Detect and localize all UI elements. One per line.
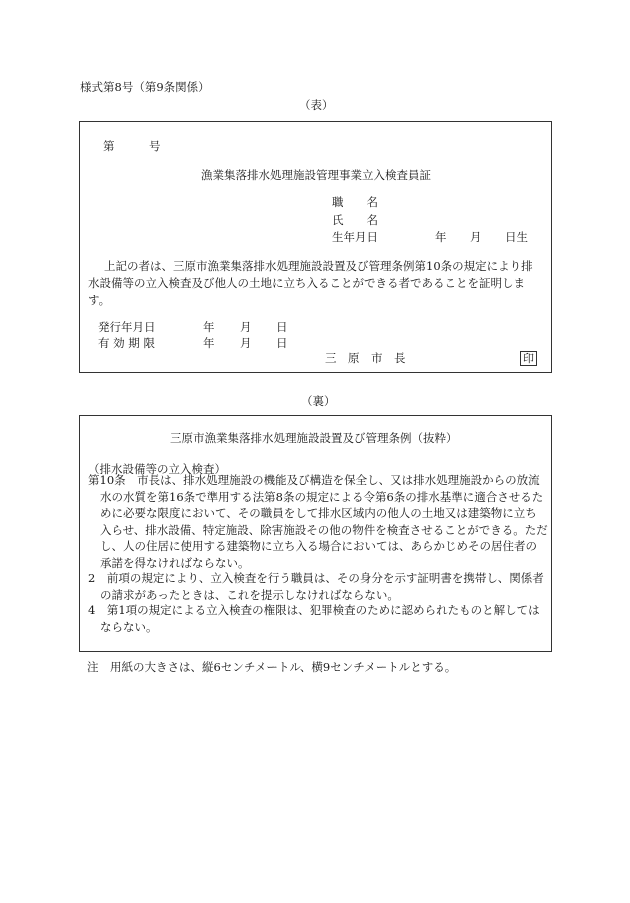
birth-month: 月 <box>470 230 482 244</box>
birth-day: 日生 <box>505 230 528 244</box>
back-side-label: （裏） <box>301 394 336 408</box>
name-label: 氏 名 <box>332 213 378 227</box>
front-card <box>79 121 552 373</box>
issue-month: 月 <box>240 320 252 334</box>
paragraph-4-text: 4 第1項の規定による立入検査の権限は、犯罪検査のために認められたものと解してはならない。 <box>88 603 540 634</box>
issue-date-label: 発行年月日 <box>98 320 156 334</box>
front-side-label: （表） <box>299 98 334 112</box>
issue-day: 日 <box>276 320 288 334</box>
seal-text: 印 <box>520 351 537 366</box>
issuer: 三 原 市 長 <box>325 351 406 365</box>
validity-year: 年 <box>203 336 215 350</box>
issue-year: 年 <box>203 320 215 334</box>
position-label: 職 名 <box>332 195 378 209</box>
birth-date-label: 生年月日 <box>332 230 378 244</box>
back-title: 三原市漁業集落排水処理施設設置及び管理条例（抜粋） <box>170 431 458 445</box>
certification-line-3: す。 <box>88 293 111 307</box>
validity-label: 有 効 期 限 <box>98 336 155 350</box>
article-10-text: 第10条 市長は、排水処理施設の機能及び構造を保全し、又は排水処理施設からの放流水の水質を第16条で準用する法第8条の規定による令第6条の排水基準に適合させるために必要な限度において、その職員をして排水区域内の他人の土地又は建築物に立ち入らせ、排水設備、特定施設、除害施設その他の物件を検査させることができる。ただし、人の住居に使用する建築物に立ち入る場合においては、あらかじめその居住者の承諾を得なければならない。 <box>88 473 548 570</box>
birth-year: 年 <box>435 230 447 244</box>
seal-mark <box>520 351 537 366</box>
certification-line-1: 上記の者は、三原市漁業集落排水処理施設設置及び管理条例第10条の規定により排 <box>104 259 533 273</box>
form-number: 様式第8号（第9条関係） <box>80 80 210 94</box>
card-title: 漁業集落排水処理施設管理事業立入検査員証 <box>201 168 431 182</box>
validity-month: 月 <box>240 336 252 350</box>
footnote: 注 用紙の大きさは、縦6センチメートル、横9センチメートルとする。 <box>87 660 457 674</box>
article-caption: （排水設備等の立入検査） <box>88 462 226 476</box>
validity-day: 日 <box>276 336 288 350</box>
card-number-suffix: 号 <box>149 139 161 153</box>
card-number-label: 第 <box>103 139 115 153</box>
paragraph-2-text: 2 前項の規定により、立入検査を行う職員は、その身分を示す証明書を携帯し、関係者の請求があったときは、これを提示しなければならない。 <box>88 571 544 602</box>
certification-line-2: 水設備等の立入検査及び他人の土地に立ち入ることができる者であることを証明しま <box>88 276 525 290</box>
